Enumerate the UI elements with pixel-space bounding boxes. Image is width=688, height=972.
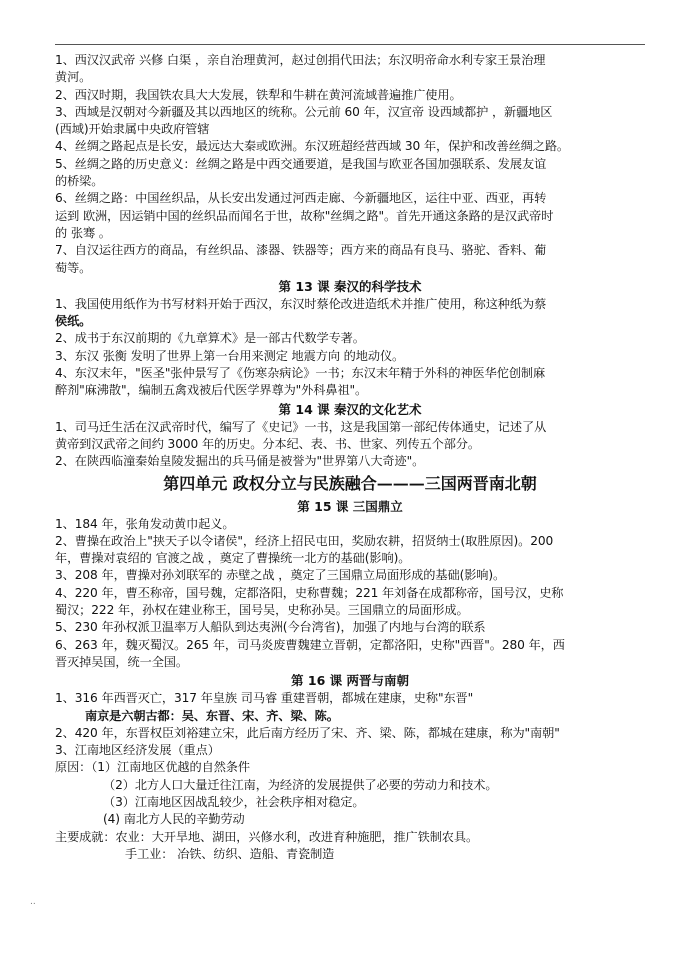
text-line: (4) 南北方人民的辛勤劳动 <box>103 812 245 827</box>
text-line: 醉剂"麻沸散"，编制五禽戏被后代医学界尊为"外科鼻祖"。 <box>55 383 368 398</box>
text-line: 5、230 年孙权派卫温率万人船队到达夷洲(今台湾省)，加强了内地与台湾的联系 <box>55 620 486 635</box>
text-line: 萄等。 <box>55 260 92 275</box>
text-line: 4、丝绸之路起点是长安，最远达大秦或欧洲。东汉班超经营西域 30 年，保护和改善丝绸之路。 <box>55 139 570 154</box>
text-line: 2、西汉时期，我国铁农具大大发展，铁犁和牛耕在黄河流域普遍推广使用。 <box>55 87 462 102</box>
text-line: 黄河。 <box>55 70 92 85</box>
text-line: 黄帝到汉武帝之间约 3000 年的历史。分本纪、表、书、世家、列传五个部分。 <box>55 436 480 451</box>
text-line: 3、西域是汉朝对今新疆及其以西地区的统称。公元前 60 年，汉宣帝 设西域都护 ，新疆地区 <box>55 104 553 119</box>
text-line: 蜀汉；222 年，孙权在建业称王，国号吴，史称孙吴。三国鼎立的局面形成。 <box>55 603 469 618</box>
text-line: 2、在陕西临潼秦始皇陵发掘出的兵马俑是被誉为"世界第八大奇迹"。 <box>55 454 425 469</box>
text-line: 4、东汉末年，"医圣"张仲景写了《伤寒杂病论》一书；东汉末年精于外科的神医华佗创制麻 <box>55 366 546 381</box>
text-line: 晋灭掉吴国，统一全国。 <box>55 654 188 669</box>
text-line: 1、司马迁生活在汉武帝时代，编写了《史记》一书，这是我国第一部纪传体通史，记述了从 <box>55 419 547 434</box>
text-line: 南京是六朝古都：吴、东晋、宋、齐、梁、陈。 <box>85 708 339 723</box>
text-line: 1、我国使用纸作为书写材料开始于西汉，东汉时蔡伦改进造纸术并推广使用，称这种纸为蔡 <box>55 296 547 311</box>
text-line: 侯纸。 <box>55 314 92 329</box>
lesson-14-heading: 第 14 课 秦汉的文化艺术 <box>278 401 422 417</box>
text-line: 4、220 年，曹丕称帝，国号魏，定都洛阳，史称曹魏；221 年刘备在成都称帝，国号汉，史称 <box>55 585 564 600</box>
text-line: 6、263 年，魏灭蜀汉。265 年，司马炎废曹魏建立晋朝，定都洛阳，史称"西晋"。280 年，西 <box>55 637 565 652</box>
text-line: 3、江南地区经济发展（重点） <box>55 743 220 758</box>
text-line: 2、420 年，东晋权臣刘裕建立宋，此后南方经历了宋、齐、梁、陈，都城在建康，称为"南朝" <box>55 725 560 740</box>
text-line: （2）北方人口大量迁往江南，为经济的发展提供了必要的劳动力和技术。 <box>103 777 498 792</box>
text-line: 主要成就：农业：大开旱地、湖田，兴修水利，改进育种施肥，推广铁制农具。 <box>55 829 479 844</box>
page-footer-mark: .. <box>30 897 36 907</box>
text-line: 2、曹操在政治上"挟天子以令诸侯"，经济上招民屯田，奖励农耕，招贤纳士(取胜原因)。200 <box>55 533 554 548</box>
unit-4-title: 第四单元 政权分立与民族融合———三国两晋南北朝 <box>163 473 537 493</box>
text-line: 1、西汉汉武帝 兴修 白渠 ，亲自治理黄河，赵过创捐代田法；东汉明帝命水利专家王景治理 <box>55 53 546 67</box>
text-line: 的桥梁。 <box>55 174 104 189</box>
document-page <box>55 52 645 863</box>
text-line: 1、316 年西晋灭亡，317 年皇族 司马睿 重建晋朝，都城在建康，史称"东晋" <box>55 691 474 706</box>
text-line: 3、东汉 张衡 发明了世界上第一台用来测定 地震方向 的地动仪。 <box>55 348 405 363</box>
lesson-13-heading: 第 13 课 秦汉的科学技术 <box>278 278 422 294</box>
header-rule <box>55 44 645 45</box>
text-line: （3）江南地区因战乱较少，社会秩序相对稳定。 <box>103 794 365 809</box>
lesson-15-heading: 第 15 课 三国鼎立 <box>297 498 403 514</box>
text-line: 7、自汉运往西方的商品，有丝织品、漆器、铁器等；西方来的商品有良马、骆驼、香料、葡 <box>55 243 547 258</box>
text-line: 1、184 年，张角发动黄巾起义。 <box>55 516 235 531</box>
text-line: 手工业： 冶铁、纺织、造船、青瓷制造 <box>125 846 335 861</box>
text-line: 原因：（1）江南地区优越的自然条件 <box>55 760 250 775</box>
text-line: 3、208 年，曹操对孙刘联军的 赤壁之战 ，奠定了三国鼎立局面形成的基础(影响)。 <box>55 568 506 583</box>
text-line: 6、丝绸之路：中国丝织品，从长安出发通过河西走廊、今新疆地区，运往中亚、西亚，再转 <box>55 191 547 206</box>
text-line: (西域)开始隶属中央政府管辖 <box>55 122 210 137</box>
text-line: 年，曹操对袁绍的 官渡之战 ，奠定了曹操统一北方的基础(影响)。 <box>55 551 411 566</box>
text-line: 的 张骞 。 <box>55 225 111 240</box>
text-line: 运到 欧洲，因运销中国的丝织品而闻名于世，故称"丝绸之路"。首先开通这条路的是汉武帝时 <box>55 208 554 223</box>
lesson-16-heading: 第 16 课 两晋与南朝 <box>291 673 409 689</box>
text-line: 5、丝绸之路的历史意义：丝绸之路是中西交通要道，是我国与欧亚各国加强联系、发展友谊 <box>55 156 547 171</box>
text-line: 2、成书于东汉前期的《九章算术》是一部古代数学专著。 <box>55 331 365 346</box>
